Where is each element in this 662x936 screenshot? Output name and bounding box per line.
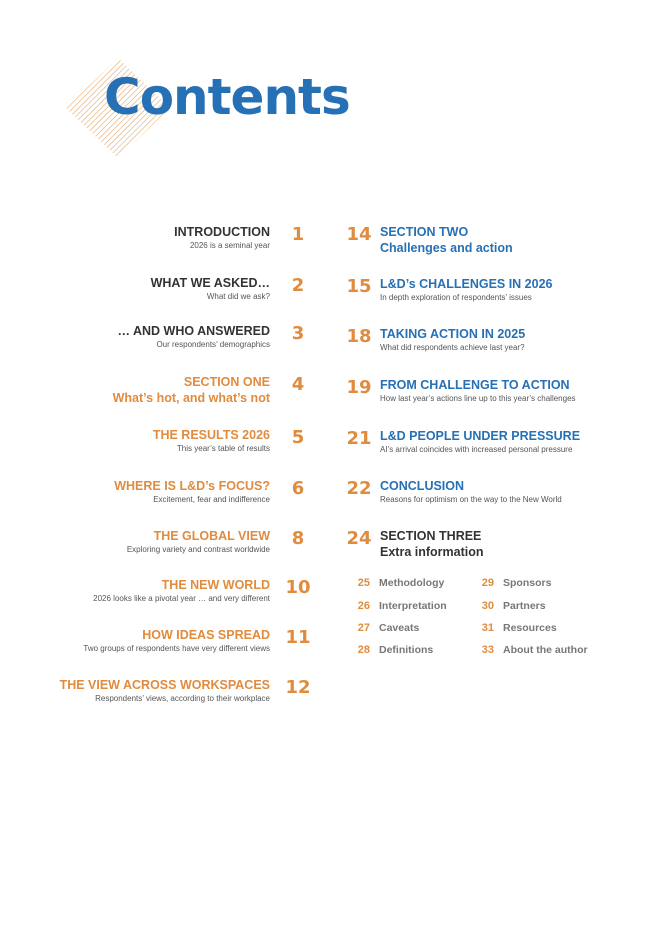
toc-page-number: 2: [291, 275, 305, 296]
toc-entry-text: [380, 428, 642, 455]
toc-entry-title: INTRODUCTION: [174, 225, 270, 239]
toc-entry-subtitle: Excitement, fear and indifference: [153, 495, 270, 504]
toc-entry-conclusion[interactable]: [342, 478, 642, 522]
toc-entry-title: FROM CHALLENGE TO ACTION: [380, 378, 570, 392]
toc-entry-title: L&D’s CHALLENGES IN 2026: [380, 277, 553, 291]
toc-entry-text: [20, 577, 270, 604]
toc-page-number: 21: [346, 428, 372, 449]
extra-label: Definitions: [379, 644, 434, 656]
extra-page-number: 27: [357, 622, 370, 634]
toc-entry-text: [20, 528, 270, 555]
toc-entry-text: [380, 276, 642, 303]
toc-entry-title: WHERE IS L&D’s FOCUS?: [114, 479, 270, 493]
toc-page-number: 4: [291, 374, 305, 395]
toc-entry-global-view[interactable]: [40, 528, 320, 572]
toc-page-number: 12: [285, 677, 311, 698]
toc-entry-text: [380, 326, 642, 353]
toc-entry-subtitle: Exploring variety and contrast worldwide: [126, 545, 270, 554]
toc-entry-subtitle: Reasons for optimism on the way to the New World: [380, 495, 562, 504]
toc-entry-ideas-spread[interactable]: [40, 627, 320, 671]
toc-entry-title: THE VIEW ACROSS WORKSPACES: [59, 678, 270, 692]
toc-entry-subtitle: Respondents’ views, according to their workplace: [95, 694, 270, 703]
toc-entry-section-one[interactable]: [40, 374, 320, 418]
toc-entry-text: [380, 377, 642, 404]
toc-section-label: SECTION TWO: [380, 225, 469, 239]
toc-entry-title: … AND WHO ANSWERED: [117, 324, 270, 338]
toc-section-title: Challenges and action: [380, 241, 513, 255]
toc-section-label: SECTION ONE: [183, 375, 270, 389]
toc-section-title: What’s hot, and what’s not: [112, 391, 270, 405]
toc-entry-text: [20, 427, 270, 454]
toc-entry-section-two[interactable]: [342, 224, 642, 268]
extra-page-number: 29: [481, 577, 494, 589]
toc-page-number: 8: [291, 528, 305, 549]
toc-entry-title: THE RESULTS 2026: [152, 428, 270, 442]
extra-label: Sponsors: [503, 577, 552, 589]
toc-entry-subtitle: What did respondents achieve last year?: [380, 343, 525, 352]
extra-page-number: 33: [481, 644, 494, 656]
toc-entry-title: THE GLOBAL VIEW: [153, 529, 270, 543]
toc-entry-challenge-to-action[interactable]: [342, 377, 642, 421]
toc-entry-l-and-d-focus[interactable]: [40, 478, 320, 522]
toc-page-number: 1: [291, 224, 305, 245]
toc-entry-workspaces[interactable]: [40, 677, 320, 721]
toc-page-number: 22: [346, 478, 372, 499]
extra-page-number: 26: [357, 600, 370, 612]
toc-entry-text: [20, 275, 270, 302]
toc-entry-text: [20, 323, 270, 350]
toc-entry-subtitle: This year’s table of results: [176, 444, 270, 453]
toc-page-number: 24: [346, 528, 372, 549]
extra-page-number: 28: [357, 644, 370, 656]
toc-entry-title: L&D PEOPLE UNDER PRESSURE: [380, 429, 581, 443]
toc-entry-subtitle: In depth exploration of respondents’ issues: [380, 293, 532, 302]
contents-title-block: [66, 58, 350, 158]
toc-entry-results-2026[interactable]: [40, 427, 320, 471]
toc-page-number: 3: [291, 323, 305, 344]
toc-section-title: Extra information: [380, 545, 484, 559]
toc-entry-title: HOW IDEAS SPREAD: [142, 628, 270, 642]
toc-entry-subtitle: 2026 looks like a pivotal year … and very different: [93, 594, 270, 603]
extra-label: Partners: [503, 600, 546, 612]
toc-page-number: 14: [346, 224, 372, 245]
toc-entry-text: [20, 374, 270, 406]
extra-label: About the author: [503, 644, 588, 656]
toc-entry-text: [380, 528, 642, 560]
toc-entry-section-three[interactable]: [342, 528, 642, 572]
toc-entry-subtitle: AI’s arrival coincides with increased personal pressure: [380, 445, 573, 454]
toc-entry-new-world[interactable]: [40, 577, 320, 621]
toc-entry-introduction[interactable]: [40, 224, 320, 268]
toc-entry-under-pressure[interactable]: [342, 428, 642, 472]
toc-entry-text: [20, 677, 270, 704]
toc-entry-subtitle: How last year’s actions line up to this year’s challenges: [380, 394, 576, 403]
toc-entry-taking-action-2025[interactable]: [342, 326, 642, 370]
toc-page-number: 11: [285, 627, 311, 648]
toc-page-number: 15: [346, 276, 372, 297]
toc-entry-who-answered[interactable]: [40, 323, 320, 367]
extra-label: Resources: [503, 622, 557, 634]
extra-page-number: 30: [481, 600, 494, 612]
toc-entry-title: TAKING ACTION IN 2025: [380, 327, 526, 341]
toc-entry-subtitle: Our respondents’ demographics: [156, 340, 270, 349]
extra-label: Interpretation: [379, 600, 447, 612]
toc-entry-title: CONCLUSION: [380, 479, 465, 493]
toc-page-number: 18: [346, 326, 372, 347]
toc-entry-subtitle: 2026 is a seminal year: [189, 241, 270, 250]
toc-entry-challenges-2026[interactable]: [342, 276, 642, 320]
toc-entry-what-we-asked[interactable]: [40, 275, 320, 319]
toc-page-number: 19: [346, 377, 372, 398]
toc-entry-title: THE NEW WORLD: [161, 578, 270, 592]
toc-page-number: 5: [291, 427, 305, 448]
extra-label: Caveats: [379, 622, 420, 634]
toc-entry-text: [380, 478, 642, 505]
extra-page-number: 31: [481, 622, 494, 634]
extra-page-number: 25: [357, 577, 370, 589]
page-title: Contents: [104, 68, 350, 126]
toc-entry-text: [20, 478, 270, 505]
toc-entry-subtitle: What did we ask?: [206, 292, 270, 301]
toc-page-number: 10: [285, 577, 311, 598]
toc-page-number: 6: [291, 478, 305, 499]
toc-entry-text: [20, 224, 270, 251]
toc-entry-text: [20, 627, 270, 654]
toc-entry-subtitle: Two groups of respondents have very different views: [83, 644, 270, 653]
toc-section-label: SECTION THREE: [380, 529, 482, 543]
extra-label: Methodology: [379, 577, 445, 589]
toc-entry-title: WHAT WE ASKED…: [150, 276, 270, 290]
toc-entry-text: [380, 224, 642, 256]
